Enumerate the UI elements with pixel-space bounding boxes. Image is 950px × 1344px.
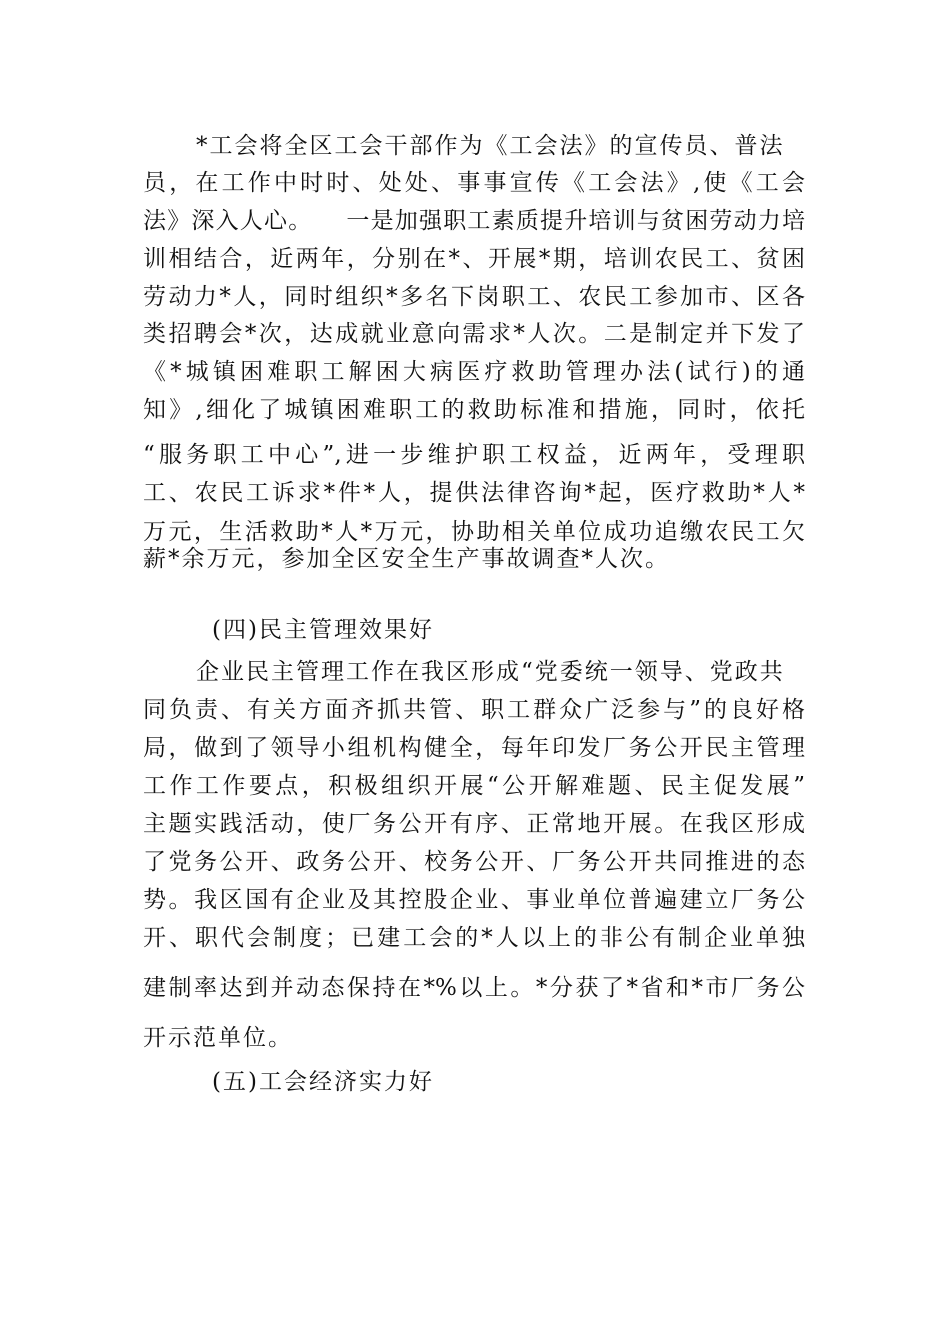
paragraph-1-line-8: 知》,细化了城镇困难职工的救助标准和措施，同时，依托 <box>143 397 805 423</box>
paragraph-2-line-10: 开示范单位。 <box>143 1025 293 1051</box>
paragraph-2-line-7: 势。我区国有企业及其控股企业、事业单位普遍建立厂务公 <box>143 887 805 913</box>
paragraph-1-line-9: “服务职工中心”,进一步维护职工权益，近两年，受理职 <box>143 442 805 468</box>
paragraph-1-line-7: 《*城镇困难职工解困大病医疗救助管理办法(试行)的通 <box>143 359 805 385</box>
paragraph-1-line-12: 薪*余万元，参加全区安全生产事故调查*人次。 <box>143 546 670 572</box>
paragraph-1-line-3: 法》深入人心。 一是加强职工素质提升培训与贫困劳动力培 <box>143 208 805 234</box>
paragraph-2-line-8: 开、职代会制度；已建工会的*人以上的非公有制企业单独 <box>143 925 805 951</box>
paragraph-1-line-6: 类招聘会*次，达成就业意向需求*人次。二是制定并下发了 <box>143 321 805 347</box>
paragraph-2-line-4: 工作工作要点，积极组织开展“公开解难题、民主促发展” <box>143 773 805 799</box>
paragraph-1-line-1: *工会将全区工会干部作为《工会法》的宣传员、普法 <box>196 133 785 159</box>
paragraph-2-line-6: 了党务公开、政务公开、校务公开、厂务公开共同推进的态 <box>143 849 805 875</box>
paragraph-1-line-10: 工、农民工诉求*件*人，提供法律咨询*起，医疗救助*人* <box>143 480 805 506</box>
paragraph-1-line-4: 训相结合，近两年，分别在*、开展*期，培训农民工、贫困 <box>143 246 805 272</box>
paragraph-2-line-2: 同负责、有关方面齐抓共管、职工群众广泛参与”的良好格 <box>143 697 805 723</box>
paragraph-2-line-1: 企业民主管理工作在我区形成“党委统一领导、党政共 <box>196 659 785 685</box>
paragraph-2-line-3: 局，做到了领导小组机构健全，每年印发厂务公开民主管理 <box>143 735 805 761</box>
paragraph-1-line-11: 万元，生活救助*人*万元，协助相关单位成功追缴农民工欠 <box>143 519 805 545</box>
paragraph-1-line-5: 劳动力*人，同时组织*多名下岗职工、农民工参加市、区各 <box>143 284 805 310</box>
section-heading-5: (五)工会经济实力好 <box>212 1069 434 1095</box>
paragraph-2-line-9: 建制率达到并动态保持在*%以上。*分获了*省和*市厂务公 <box>143 975 805 1001</box>
section-heading-4: (四)民主管理效果好 <box>212 617 434 643</box>
paragraph-1-line-2: 员，在工作中时时、处处、事事宣传《工会法》,使《工会 <box>143 170 805 196</box>
paragraph-2-line-5: 主题实践活动，使厂务公开有序、正常地开展。在我区形成 <box>143 811 805 837</box>
